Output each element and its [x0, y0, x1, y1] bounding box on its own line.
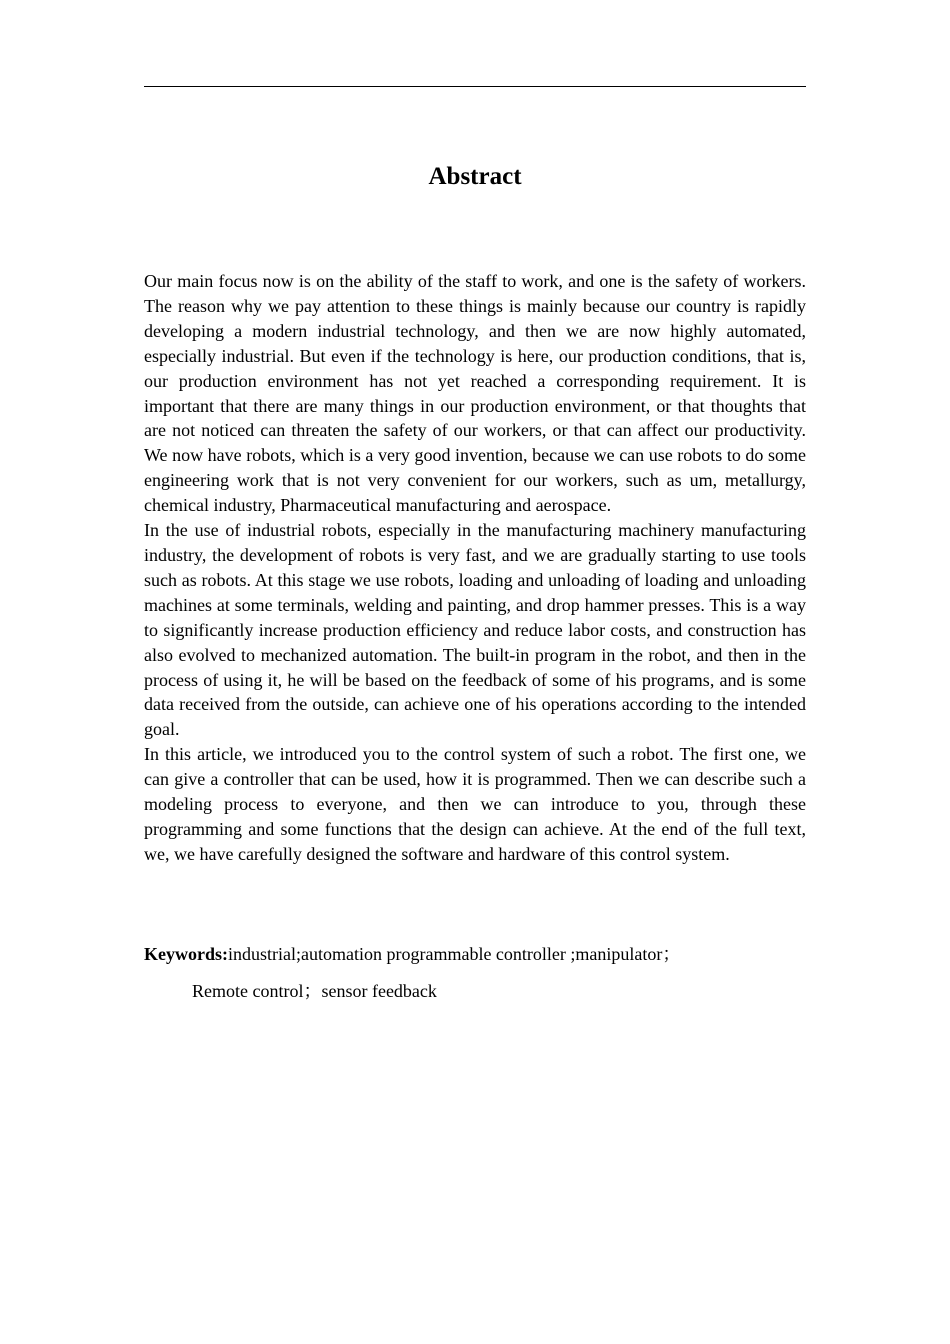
keywords-list: industrial;automation programmable controller ;manipulator； — [228, 944, 681, 964]
abstract-paragraph-3: In this article, we introduced you to the control system of such a robot. The first one, we can give a controller that can be used, how it is programmed. Then we can describe such a modeling process to everyone, and then we can introduce to you, through these programming and some functions that the design can achieve. At the end of the full text, we, we have carefully designed the software and hardware of this control system. — [144, 744, 806, 864]
abstract-paragraph-1: Our main focus now is on the ability of the staff to work, and one is the safety of workers. The reason why we pay attention to these things is mainly because our country is rapidly developing a modern industrial technology, and then we are now highly automated, especially industrial. But even if the technology is here, our production conditions, that is, our production environment has not yet reached a corresponding requirement. It is important that there are many things in our production environment, or that thoughts that are not noticed can threaten the safety of our workers, or that can affect our productivity. We now have robots, which is a very good invention, because we can use robots to do some engineering work that is not very convenient for our workers, such as um, metallurgy, chemical industry, Pharmaceutical manufacturing and aerospace. — [144, 271, 806, 516]
keywords-line — [144, 942, 806, 966]
abstract-paragraph-2: In the use of industrial robots, especially in the manufacturing machinery manufacturing industry, the development of robots is very fast, and we are gradually starting to use tools such as robots. At this stage we use robots, loading and unloading of loading and unloading machines at some terminals, welding and painting, and drop hammer presses. This is a way to significantly increase production efficiency and reduce labor costs, and construction has also evolved to mechanized automation. The built-in program in the robot, and then in the process of using it, he will be based on the feedback of some of his programs, and is some data received from the outside, can achieve one of his operations according to the intended goal. — [144, 520, 806, 740]
keywords-continuation: Remote control；sensor feedback — [192, 981, 437, 1001]
abstract-body — [144, 269, 806, 867]
header-rule — [144, 86, 806, 87]
keywords-label: Keywords: — [144, 944, 228, 964]
page-title: Abstract — [428, 163, 522, 190]
